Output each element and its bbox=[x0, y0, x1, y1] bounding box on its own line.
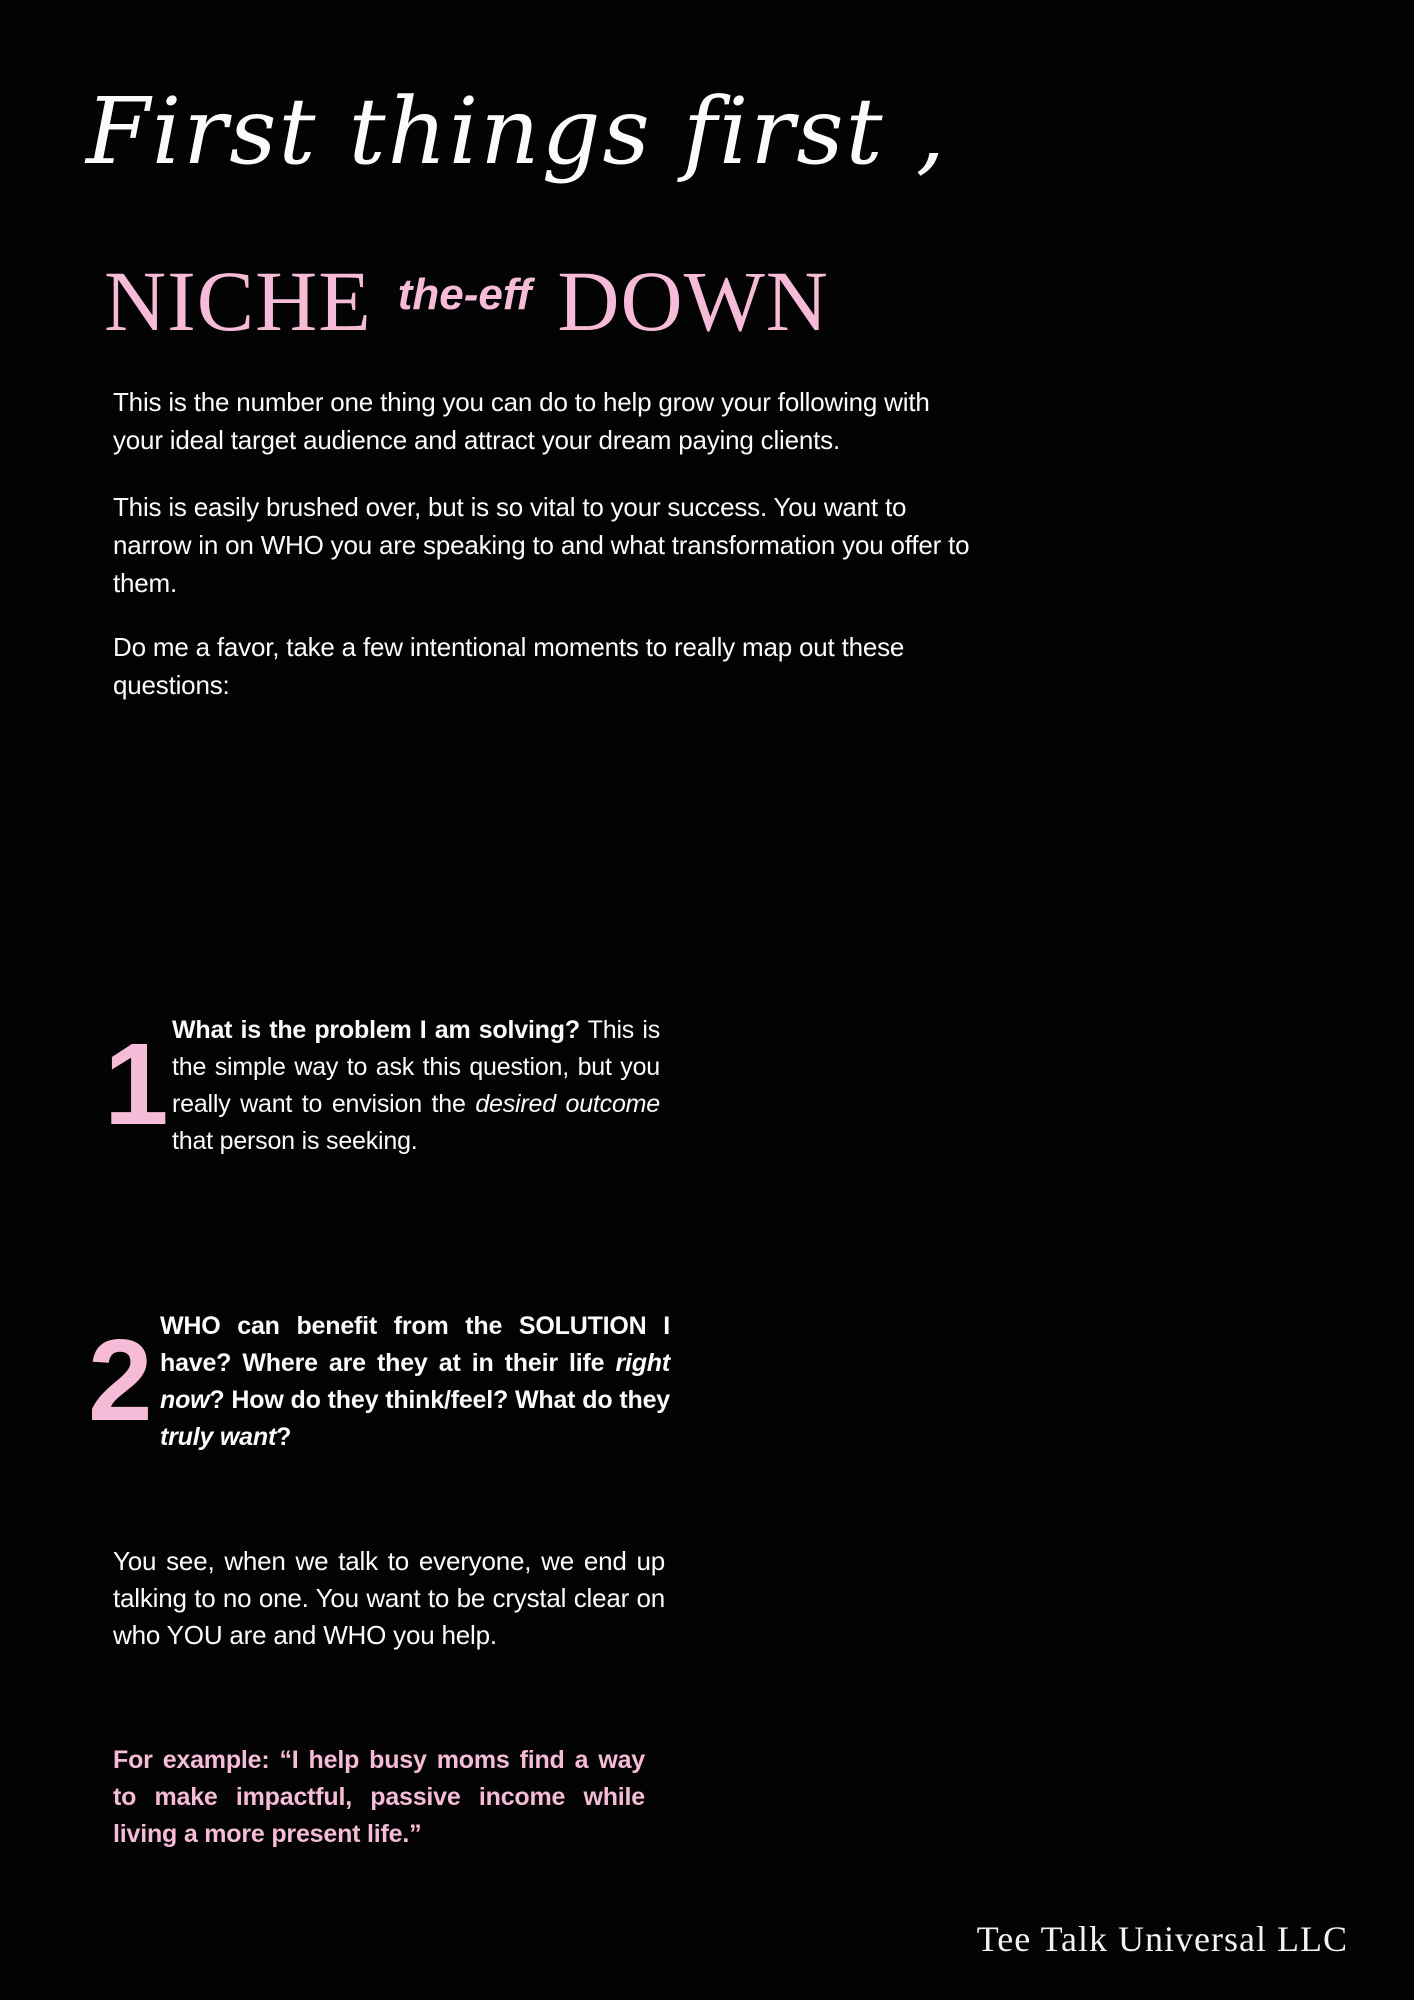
main-heading bbox=[104, 253, 829, 349]
intro-paragraph-3: Do me a favor, take a few intentional moments to really map out these questions: bbox=[113, 632, 905, 700]
script-heading: First things first , bbox=[86, 78, 948, 185]
question-2-bold-end: ? bbox=[276, 1423, 292, 1451]
question-item-2 bbox=[88, 1308, 670, 1456]
question-2-italic-right-now: right now bbox=[160, 1349, 670, 1414]
question-1-italic-phrase: desired outcome bbox=[475, 1090, 660, 1118]
question-item-1 bbox=[100, 1012, 660, 1160]
question-2-bold-text: WHO can benefit from the SOLUTION I have? Where are they at in their life bbox=[160, 1312, 670, 1377]
closing-paragraph: You see, when we talk to everyone, we end up talking to no one. You want to be crystal clear on who YOU are and WHO you help. bbox=[113, 1546, 665, 1650]
main-heading-word-down: DOWN bbox=[557, 253, 829, 349]
example-paragraph: For example: “I help busy moms find a way to make impactful, passive income while living a more present life.” bbox=[113, 1746, 645, 1848]
question-number-2: 2 bbox=[88, 1315, 153, 1445]
question-2-bold-middle: ? How do they think/feel? What do they bbox=[209, 1386, 670, 1414]
question-2-italic-truly-want: truly want bbox=[160, 1423, 277, 1451]
intro-paragraph-1: This is the number one thing you can do to help grow your following with your ideal target audience and attract your dream paying clients. bbox=[113, 387, 930, 455]
main-heading-word-niche: NICHE bbox=[104, 253, 372, 349]
question-1-lead-bold: What is the problem I am solving? bbox=[172, 1016, 580, 1044]
question-text-1 bbox=[172, 1012, 660, 1160]
intro-paragraph-2: This is easily brushed over, but is so vital to your success. You want to narrow in on WHO you are speaking to and what transformation you offer to them. bbox=[113, 492, 970, 598]
question-1-body-end: that person is seeking. bbox=[172, 1127, 418, 1155]
main-heading-the-eff: the-eff bbox=[397, 270, 532, 319]
brand-footer: Tee Talk Universal LLC bbox=[976, 1919, 1348, 1959]
question-text-2 bbox=[160, 1308, 670, 1456]
question-1-body-text: This is the simple way to ask this question, but you really want to envision the bbox=[172, 1016, 660, 1118]
question-number-1: 1 bbox=[104, 1019, 169, 1149]
